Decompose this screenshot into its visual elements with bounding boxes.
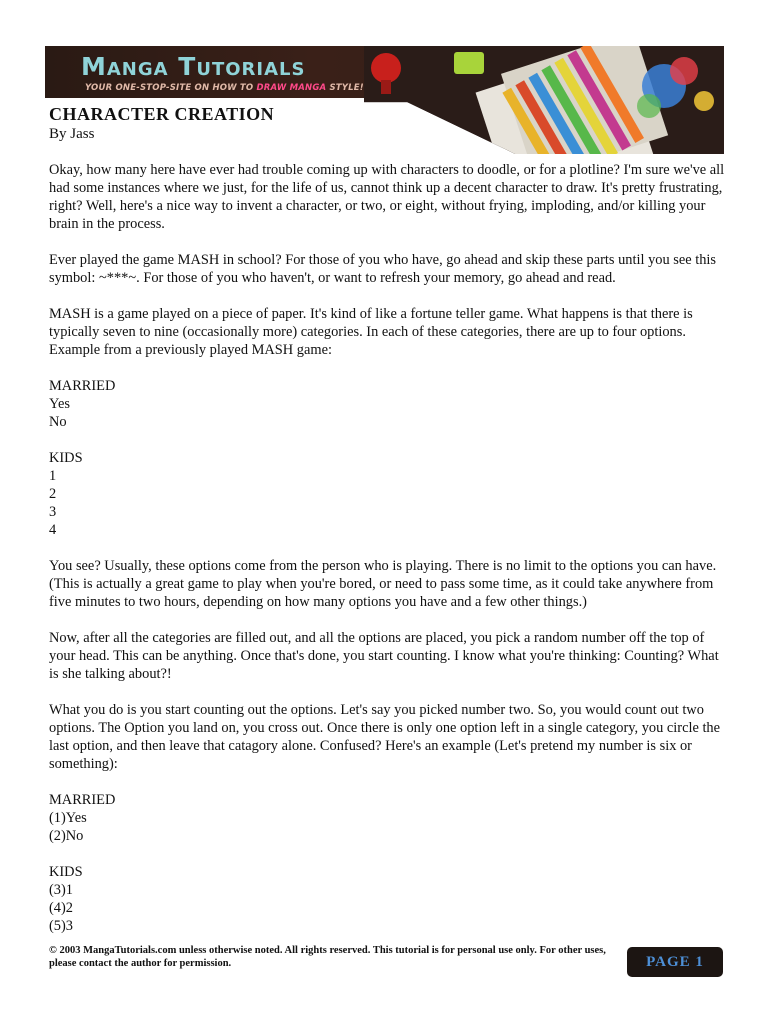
list-item: (5)3 xyxy=(49,918,73,934)
site-tagline xyxy=(85,83,364,93)
copyright-notice: © 2003 MangaTutorials.com unless otherwise noted. All rights reserved. This tutorial is for personal use only. For other uses, please contact the author for permission. xyxy=(49,945,606,969)
list-item: (1)Yes xyxy=(49,810,87,826)
category-heading: MARRIED xyxy=(49,378,116,394)
numbered-married-list xyxy=(49,791,729,845)
article-body xyxy=(49,161,729,953)
example-married-list xyxy=(49,377,729,431)
document-title: CHARACTER CREATION xyxy=(49,104,275,124)
numbered-kids-list xyxy=(49,863,729,935)
paragraph-mash-explained: MASH is a game played on a piece of paper. It's kind of like a fortune teller game. What happens is that there is typically seven to nine (occasionally more) categories. In each of these categories, there are up to four options. Example from a previously played MASH game: xyxy=(49,306,693,358)
paragraph-how-to-count: What you do is you start counting out the options. Let's say you picked number two. So, you would count out two options. The Option you land on, you cross out. Once there is only one option left in a single category, you circle the last option, and then leave that catagory alone. Confused? Here's an example (Let's pretend my number is six or something): xyxy=(49,702,721,772)
category-heading: KIDS xyxy=(49,450,83,466)
example-kids-list xyxy=(49,449,729,539)
art-supplies-illustration xyxy=(364,46,724,154)
page-number-badge: PAGE 1 xyxy=(627,947,723,977)
list-item: (2)No xyxy=(49,828,84,844)
tagline-start: YOUR ONE-STOP-SITE ON HOW TO xyxy=(85,83,257,93)
list-item: 3 xyxy=(49,504,57,520)
header-banner xyxy=(45,46,724,154)
list-item: Yes xyxy=(49,396,70,412)
list-item: (3)1 xyxy=(49,882,73,898)
tagline-highlight: DRAW MANGA xyxy=(256,83,327,93)
art-supplies-image xyxy=(364,46,724,154)
list-item: 1 xyxy=(49,468,57,484)
category-heading: MARRIED xyxy=(49,792,116,808)
list-item: No xyxy=(49,414,67,430)
tagline-end: STYLE! xyxy=(326,83,364,93)
paragraph-counting: Now, after all the categories are filled out, and all the options are placed, you pick a random number off the top of your head. This can be anything. Once that's done, you start counting. I know what you're thinking: Counting? What is she talking about?! xyxy=(49,630,719,682)
site-logo-title: Manga Tutorials xyxy=(81,52,306,81)
list-item: (4)2 xyxy=(49,900,73,916)
paragraph-options: You see? Usually, these options come from the person who is playing. There is no limit to the options you can have. (This is actually a great game to play when you're bored, or need to pass some time, as it could take anywhere from five minutes to two hours, depending on how many options you have and a few other things.) xyxy=(49,558,717,610)
document-author: By Jass xyxy=(49,126,95,142)
paragraph-intro: Okay, how many here have ever had trouble coming up with characters to doodle, or for a plotline? I'm sure we've all had some instances where we just, for the life of us, cannot think up a decent character to draw. It's pretty frustrating, right? Well, here's a nice way to invent a character, or two, or eight, without frying, imploding, and/or killing your brain in the process. xyxy=(49,162,725,232)
paragraph-mash-intro: Ever played the game MASH in school? For those of you who have, go ahead and skip these parts until you see this symbol: ~***~. For those of you who haven't, or want to refresh your memory, go ahead and read. xyxy=(49,252,717,286)
list-item: 4 xyxy=(49,522,57,538)
category-heading: KIDS xyxy=(49,864,83,880)
list-item: 2 xyxy=(49,486,57,502)
